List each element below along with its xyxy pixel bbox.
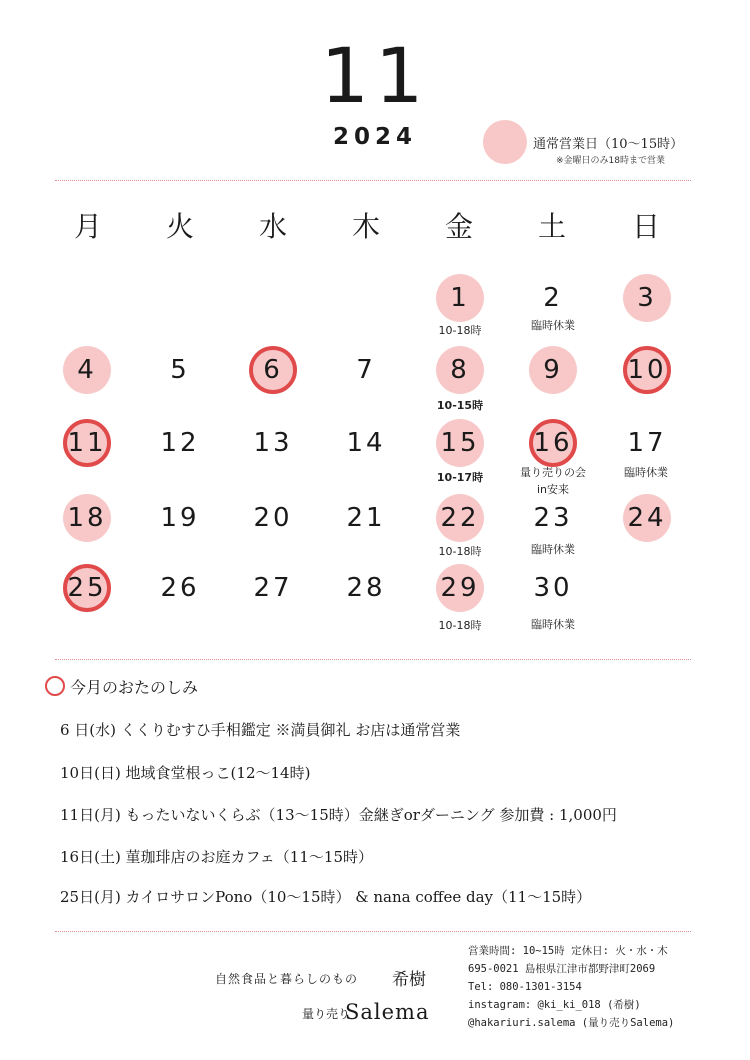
day-note: 10-17時 <box>436 471 484 484</box>
day-number: 3 <box>637 283 657 313</box>
info-hours: 営業時間: 10~15時 定休日: 火・水・木 <box>468 945 668 957</box>
calendar-day <box>57 558 117 618</box>
day-number: 15 <box>440 428 480 458</box>
event-item: 11日(月) もったいないくらぶ（13〜15時）金継ぎorダーニング 参加費 : 1,000円 <box>60 806 617 824</box>
weekday-sat: 土 <box>537 210 566 243</box>
weekday-fri: 金 <box>444 210 473 243</box>
calendar-day <box>523 558 583 618</box>
day-number: 16 <box>533 428 573 458</box>
calendar-day <box>150 488 210 548</box>
day-number: 10 <box>627 355 667 385</box>
calendar-day <box>523 340 583 400</box>
calendar-day <box>57 488 117 548</box>
legend-label: 通常営業日（10〜15時） <box>533 137 684 152</box>
weekday-wed: 水 <box>258 210 287 243</box>
day-number: 17 <box>627 428 667 458</box>
day-note: 量り売りの会 <box>520 466 586 479</box>
month-number: 11 <box>320 31 430 120</box>
day-number: 24 <box>627 503 667 533</box>
calendar-day <box>617 488 677 548</box>
divider <box>55 180 691 181</box>
calendar-day <box>430 268 490 328</box>
day-number: 30 <box>533 573 573 603</box>
calendar-day <box>617 268 677 328</box>
divider <box>55 659 691 660</box>
day-number: 23 <box>533 503 573 533</box>
day-number: 13 <box>253 428 293 458</box>
day-note: 臨時休業 <box>531 319 575 332</box>
calendar-day <box>430 413 490 473</box>
day-number: 27 <box>253 573 293 603</box>
day-number: 26 <box>160 573 200 603</box>
day-number: 22 <box>440 503 480 533</box>
shop-name-en: Salema <box>345 1000 430 1024</box>
day-number: 6 <box>263 355 283 385</box>
day-number: 9 <box>543 355 563 385</box>
day-number: 28 <box>346 573 386 603</box>
day-number: 4 <box>77 355 97 385</box>
event-item: 16日(土) 菫珈琲店のお庭カフェ（11〜15時） <box>60 848 373 866</box>
calendar-day <box>336 413 396 473</box>
event-item: 25日(月) カイロサロンPono（10〜15時） & nana coffee day（11〜15時） <box>60 888 592 906</box>
info-tel: Tel: 080-1301-3154 <box>468 981 582 993</box>
info-address: 695-0021 島根県江津市都野津町2069 <box>468 963 656 975</box>
divider <box>55 931 691 932</box>
calendar-day <box>150 340 210 400</box>
calendar-day <box>150 558 210 618</box>
shop-info <box>468 942 674 1032</box>
weekday-mon: 月 <box>73 210 102 243</box>
calendar-day <box>57 413 117 473</box>
day-number: 1 <box>450 283 470 313</box>
day-note: 10-18時 <box>438 324 482 337</box>
info-instagram-2: @hakariuri.salema (量り売りSalema) <box>468 1017 675 1029</box>
calendar-day <box>617 413 677 473</box>
calendar-day <box>336 558 396 618</box>
day-number: 12 <box>160 428 200 458</box>
calendar-day <box>430 488 490 548</box>
day-number: 14 <box>346 428 386 458</box>
day-note: 10-18時 <box>438 619 482 632</box>
day-note: 臨時休業 <box>531 543 575 556</box>
weekday-thu: 木 <box>351 210 380 243</box>
day-number: 29 <box>440 573 480 603</box>
day-number: 7 <box>356 355 376 385</box>
year: 2024 <box>332 124 417 150</box>
event-item: 10日(日) 地域食堂根っこ(12〜14時) <box>60 764 311 782</box>
day-note: 10-15時 <box>436 399 484 412</box>
day-number: 8 <box>450 355 470 385</box>
calendar-day <box>336 340 396 400</box>
day-number: 20 <box>253 503 293 533</box>
day-note: in安来 <box>536 483 570 496</box>
calendar-day <box>243 488 303 548</box>
info-instagram: instagram: @ki_ki_018 (希樹) <box>468 999 641 1011</box>
weekday-sun: 日 <box>631 210 660 243</box>
day-number: 2 <box>543 283 563 313</box>
calendar-day <box>617 340 677 400</box>
calendar-day <box>523 488 583 548</box>
event-item: 6 日(水) くくりむすひ手相鑑定 ※満員御礼 お店は通常営業 <box>60 721 461 739</box>
weekday-tue: 火 <box>165 210 194 243</box>
shop-tagline: 自然食品と暮らしのもの <box>215 972 359 986</box>
day-note: 臨時休業 <box>531 618 575 631</box>
day-number: 21 <box>346 503 386 533</box>
calendar-day <box>430 558 490 618</box>
legend-note: ※金曜日のみ18時まで営業 <box>556 156 665 166</box>
calendar-day <box>523 413 583 473</box>
calendar-day <box>243 558 303 618</box>
calendar-day <box>243 340 303 400</box>
day-number: 18 <box>67 503 107 533</box>
day-note: 10-18時 <box>438 545 482 558</box>
calendar-day <box>243 413 303 473</box>
calendar-day <box>336 488 396 548</box>
calendar-day <box>430 340 490 400</box>
day-note: 臨時休業 <box>624 466 668 479</box>
events-title: 今月のおたのしみ <box>70 678 199 697</box>
circle-bullet-icon <box>45 676 65 696</box>
legend-circle-icon <box>483 120 527 164</box>
day-number: 11 <box>67 428 107 458</box>
shop-name-jp: 希樹 <box>392 970 426 990</box>
calendar-day <box>57 340 117 400</box>
day-number: 5 <box>170 355 190 385</box>
calendar-day <box>150 413 210 473</box>
shop-subtitle: 量り売り <box>302 1007 351 1021</box>
day-number: 19 <box>160 503 200 533</box>
day-number: 25 <box>67 573 107 603</box>
